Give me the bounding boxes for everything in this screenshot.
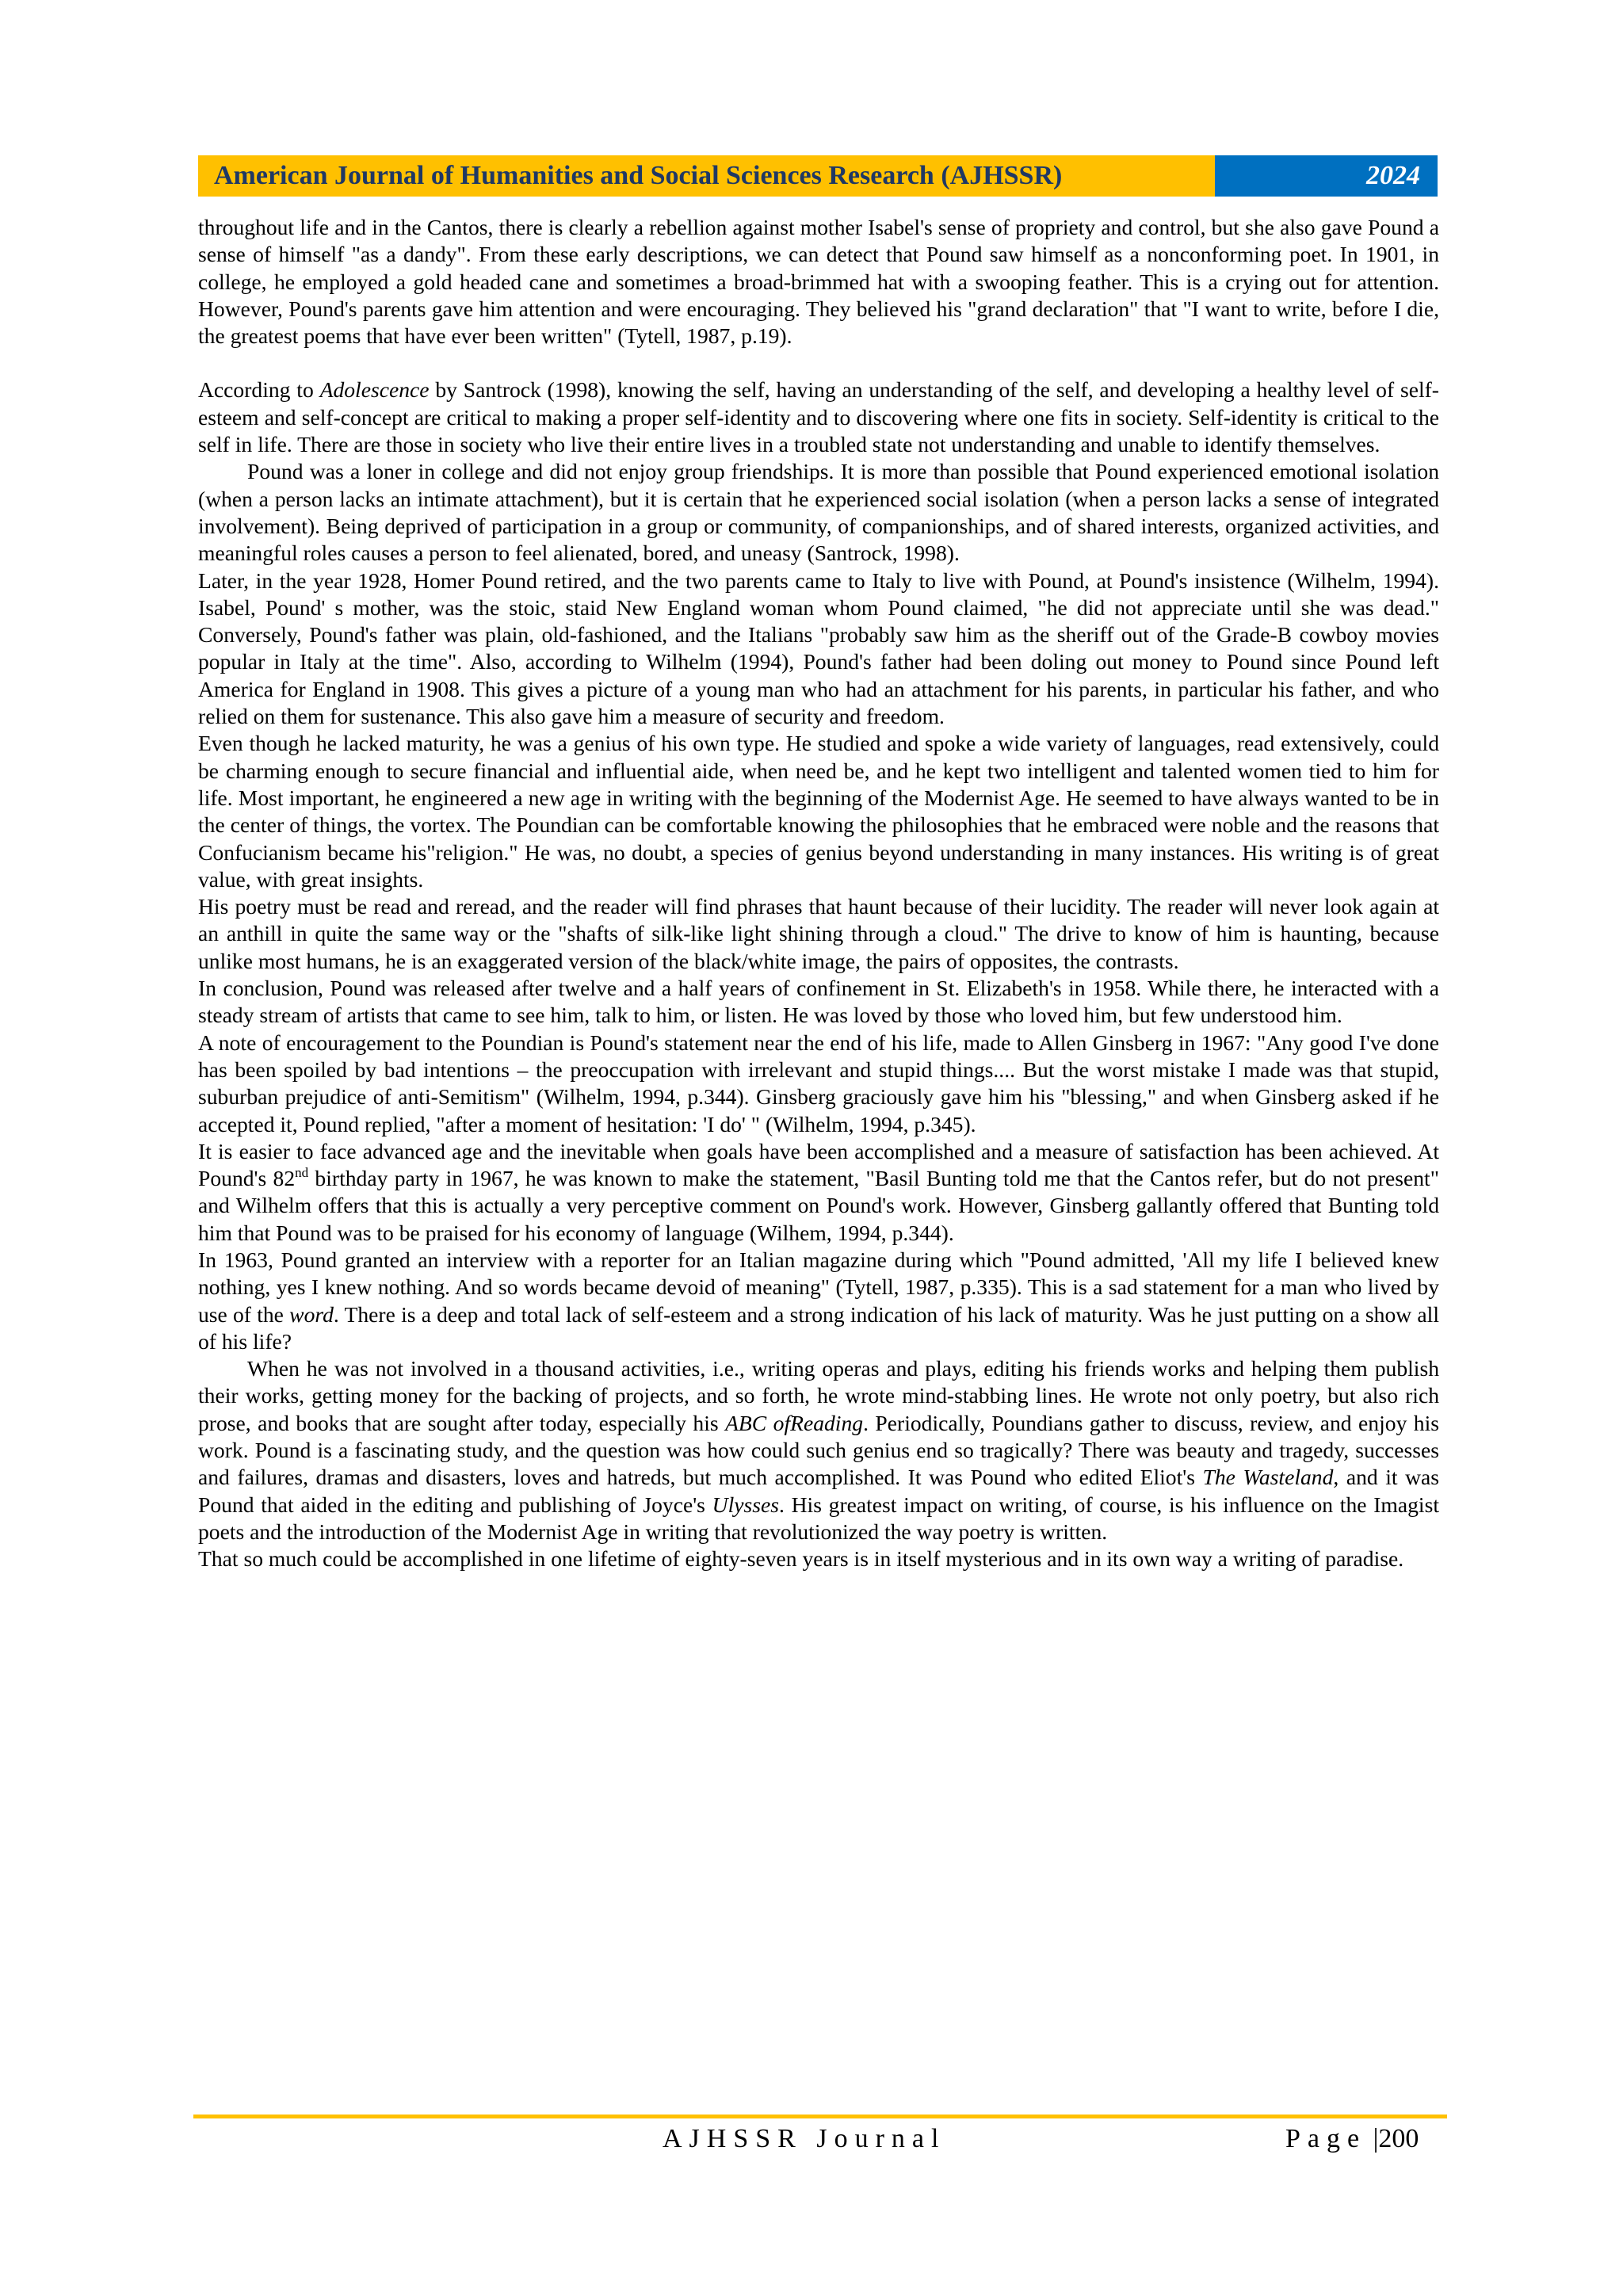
page-label: Page [1285, 2124, 1367, 2153]
paragraph-poetry: His poetry must be read and reread, and the reader will find phrases that haunt because of their lucidity. The reader will never look again at an anthill in quite the same way or the "shafts of silk-like light shining through a cloud." The drive to know of him is haunting, because unlike most humans, he is an exaggerated version of the black/white image, the pairs of opposites, the contrasts. [198, 894, 1439, 973]
paragraph-activities [198, 1355, 1439, 1545]
paragraph-text: . Periodically, Poundians gather to discuss, review, and enjoy his work. Pound is a fascinating study, and the question was how could such genius end so tragically? There was beauty and tragedy, successes and failures, dramas and disasters, loves and hatreds, but much accomplished. It was Pound who edited Eliot's [198, 1410, 1440, 1490]
paragraph-conclusion: In conclusion, Pound was released after twelve and a half years of confinement in St. Elizabeth's in 1958. While there, he interacted with a steady stream of artists that came to see him, talk to him, or listen. He was loved by those who loved him, but few understood him. [198, 976, 1439, 1028]
page-number: 200 [1378, 2124, 1419, 2153]
footer-divider [193, 2115, 1447, 2118]
paragraph-text: In 1963, Pound granted an interview with a reporter for an Italian magazine during which "Pound admitted, 'All my life I believed knew nothing, yes I knew nothing. And so words became devoid of meaning" (Tytell, 1987, p.335). This is a sad statement for a man who lived by use of the [198, 1247, 1439, 1327]
journal-title: American Journal of Humanities and Social Sciences Research (AJHSSR) [198, 155, 1215, 197]
paragraph-text: . His greatest impact on writing, of course, is his influence on the Imagist poets and the introduction of the Modernist Age in writing that revolutionized the way poetry is written. [198, 1492, 1439, 1544]
paragraph-text: by Santrock (1998), knowing the self, having an understanding of the self, and developing a healthy level of self-esteem and self-concept are critical to making a proper self-identity and to discovering where one fits in society. Self-identity is critical to the self in life. There are those in society who live their entire lives in a troubled state not understanding and unable to identify themselves. [198, 377, 1439, 457]
paragraph-adolescence [198, 376, 1439, 458]
emphasis-word: word [289, 1301, 334, 1327]
ordinal-superscript: nd [295, 1165, 309, 1181]
paragraph-text: When he was not involved in a thousand activities, i.e., writing operas and plays, editing his friends works and helping them publish their works, getting money for the backing of projects, and so forth, he wrote mind-stabbing lines. He wrote not only poetry, but also rich prose, and books that are sought after today, especially his [198, 1356, 1439, 1435]
footer-journal-name: AJHSSR Journal [663, 2124, 946, 2153]
paragraph-interview [198, 1247, 1439, 1355]
paragraph-text: . There is a deep and total lack of self-esteem and a strong indication of his lack of maturity. Was he just putting on a show all of his life? [198, 1301, 1439, 1354]
journal-header [198, 155, 1438, 197]
paragraph-text: birthday party in 1967, he was known to make the statement, "Basil Bunting told me that the Cantos refer, but do not present" and Wilhelm offers that this is actually a very perceptive comment on Pound's work. However, Ginsberg gallantly offered that Bunting told him that Pound was to be praised for his economy of language (Wilhem, 1994, p.344). [198, 1166, 1439, 1245]
book-title-adolescence: Adolescence [319, 377, 430, 403]
page-separator: | [1373, 2124, 1379, 2153]
paragraph-continuation: throughout life and in the Cantos, there is clearly a rebellion against mother Isabel's sense of propriety and control, but she also gave Pound a sense of himself "as a dandy". From these early descriptions, we can detect that Pound saw himself as a nonconforming poet. In 1901, in college, he employed a gold headed cane and sometimes a broad-brimmed hat with a swooping feather. This is a crying out for attention. However, Pound's parents gave him attention and were encouraging. They believed his "grand declaration" that "I want to write, before I die, the greatest poems that have ever been written" (Tytell, 1987, p.19). [198, 215, 1439, 349]
paragraph-ginsberg: A note of encouragement to the Poundian is Pound's statement near the end of his life, made to Allen Ginsberg in 1967: "Any good I've done has been spoiled by bad intentions – the preoccupation with irrelevant and stupid things.... But the worst mistake I made was that stupid, suburban prejudice of anti-Semitism" (Wilhelm, 1994, p.344). Ginsberg graciously gave him his "blessing," and when Ginsberg asked if he accepted it, Pound replied, "after a moment of hesitation: 'I do' " (Wilhelm, 1994, p.345). [198, 1030, 1439, 1137]
paragraph-loner: Pound was a loner in college and did not enjoy group friendships. It is more than possible that Pound experienced emotional isolation (when a person lacks an intimate attachment), but it is certain that he experienced social isolation (when a person lacks a sense of integrated involvement). Being deprived of participation in a group or community, of companionships, and of shared interests, organized activities, and meaningful roles causes a person to feel alienated, bored, and uneasy (Santrock, 1998). [198, 459, 1439, 566]
paragraph-genius: Even though he lacked maturity, he was a genius of his own type. He studied and spoke a wide variety of languages, read extensively, could be charming enough to secure financial and influential aide, when need be, and he kept two intelligent and talented women tied to him for life. Most important, he engineered a new age in writing with the beginning of the Modernist Age. He seemed to have always wanted to be in the center of things, the vortex. The Poundian can be comfortable knowing the philosophies that he embraced were noble and the reasons that Confucianism became his"religion." He was, no doubt, a species of genius beyond understanding in many instances. His writing is of great value, with great insights. [198, 731, 1439, 892]
book-title-wasteland: The Wasteland [1202, 1465, 1334, 1490]
paragraph-advanced-age [198, 1138, 1439, 1247]
book-title-abc-of-reading: ABC ofReading [725, 1410, 864, 1435]
paragraph-final: That so much could be accomplished in one lifetime of eighty-seven years is in itself mysterious and in its own way a writing of paradise. [198, 1546, 1404, 1572]
footer-page-number [1285, 2124, 1419, 2154]
article-body [198, 214, 1439, 1573]
paragraph-parents: Later, in the year 1928, Homer Pound retired, and the two parents came to Italy to live with Pound, at Pound's insistence (Wilhelm, 1994). Isabel, Pound' s mother, was the stoic, staid New England woman whom Pound claimed, "he did not appreciate until she was dead." Conversely, Pound's father was plain, old-fashioned, and the Italians "probably saw him as the sheriff out of the Grade-B cowboy movies popular in Italy at the time". Also, according to Wilhelm (1994), Pound's father had been doling out money to Pound since Pound left America for England in 1908. This gives a picture of a young man who had an attachment for his parents, in particular his father, and who relied on them for sustenance. This also gave him a measure of security and freedom. [198, 567, 1439, 729]
book-title-ulysses: Ulysses [712, 1492, 779, 1517]
journal-year: 2024 [1215, 155, 1438, 197]
paragraph-text: It is easier to face advanced age and the inevitable when goals have been accomplished and a measure of satisfaction has been achieved. At Pound's 82 [198, 1138, 1439, 1191]
paragraph-text: According to [198, 377, 320, 403]
paragraph-text: , and it was Pound that aided in the editing and publishing of Joyce's [198, 1465, 1440, 1517]
